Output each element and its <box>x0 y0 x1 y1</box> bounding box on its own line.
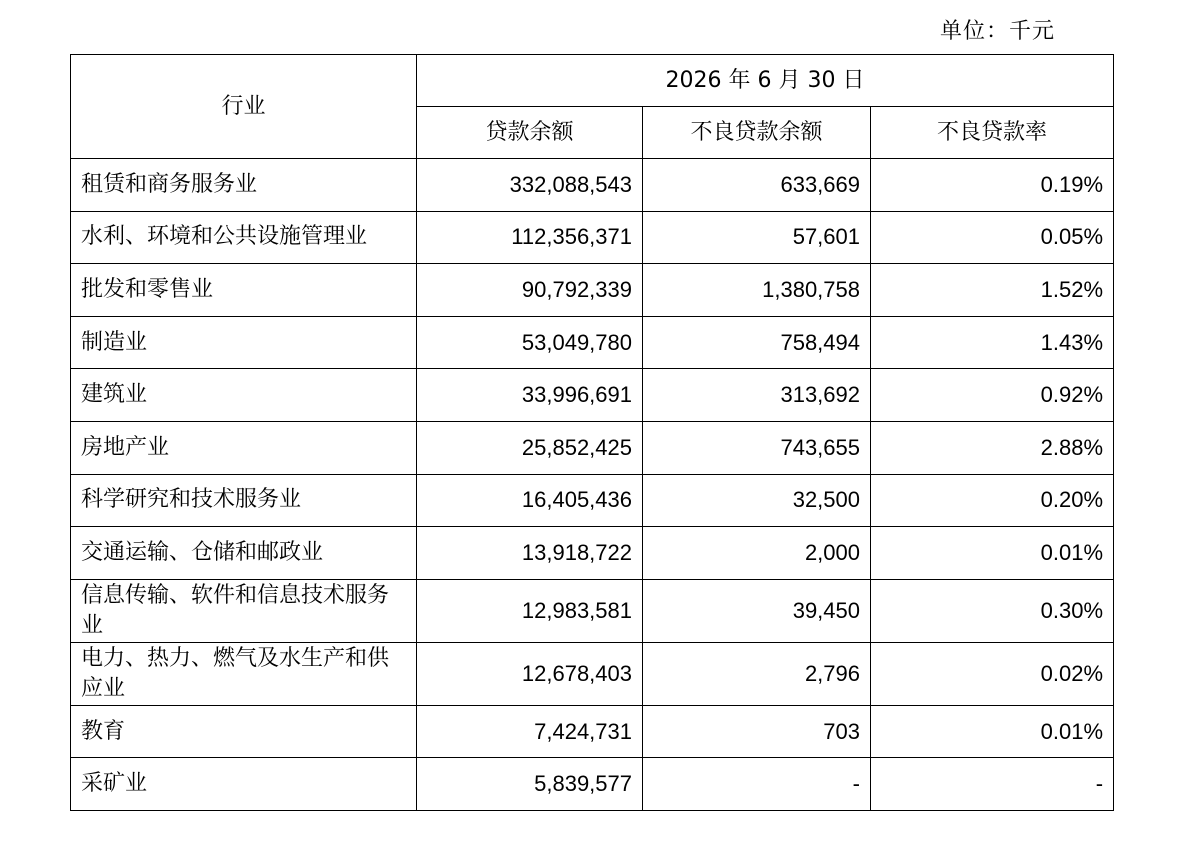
loan-cell: 53,049,780 <box>417 316 643 369</box>
table-row <box>71 369 1114 422</box>
industry-cell: 建筑业 <box>71 369 417 422</box>
ratio-cell: 0.30% <box>871 579 1114 642</box>
ratio-cell: 0.92% <box>871 369 1114 422</box>
ratio-cell: 0.01% <box>871 527 1114 580</box>
table-row <box>71 211 1114 264</box>
industry-cell: 信息传输、软件和信息技术服务业 <box>71 579 417 642</box>
industry-cell: 房地产业 <box>71 421 417 474</box>
table-row <box>71 421 1114 474</box>
ratio-cell: - <box>871 758 1114 811</box>
table-row <box>71 264 1114 317</box>
table-row <box>71 316 1114 369</box>
npl-cell: 633,669 <box>643 159 871 212</box>
loan-cell: 25,852,425 <box>417 421 643 474</box>
npl-cell: 2,000 <box>643 527 871 580</box>
ratio-cell: 1.52% <box>871 264 1114 317</box>
unit-label: 单位：千元 <box>940 19 1056 44</box>
industry-cell: 采矿业 <box>71 758 417 811</box>
npl-cell: 313,692 <box>643 369 871 422</box>
ratio-cell: 0.20% <box>871 474 1114 527</box>
industry-cell: 电力、热力、燃气及水生产和供应业 <box>71 642 417 705</box>
npl-cell: 743,655 <box>643 421 871 474</box>
npl-cell: 703 <box>643 705 871 758</box>
table-row <box>71 758 1114 811</box>
loan-cell: 112,356,371 <box>417 211 643 264</box>
ratio-cell: 0.05% <box>871 211 1114 264</box>
table-row <box>71 705 1114 758</box>
industry-cell: 交通运输、仓储和邮政业 <box>71 527 417 580</box>
loan-cell: 12,678,403 <box>417 642 643 705</box>
ratio-cell: 1.43% <box>871 316 1114 369</box>
ratio-cell: 0.01% <box>871 705 1114 758</box>
loan-industry-table <box>70 54 1114 811</box>
industry-cell: 水利、环境和公共设施管理业 <box>71 211 417 264</box>
header-row-1 <box>71 55 1114 107</box>
loan-cell: 13,918,722 <box>417 527 643 580</box>
loan-cell: 5,839,577 <box>417 758 643 811</box>
npl-cell: 758,494 <box>643 316 871 369</box>
industry-cell: 教育 <box>71 705 417 758</box>
npl-cell: 2,796 <box>643 642 871 705</box>
npl-cell: - <box>643 758 871 811</box>
industry-cell: 科学研究和技术服务业 <box>71 474 417 527</box>
header-npl-ratio: 不良贷款率 <box>871 107 1114 159</box>
industry-cell: 制造业 <box>71 316 417 369</box>
npl-cell: 32,500 <box>643 474 871 527</box>
table-row <box>71 579 1114 642</box>
loan-cell: 332,088,543 <box>417 159 643 212</box>
table-row <box>71 527 1114 580</box>
ratio-cell: 0.19% <box>871 159 1114 212</box>
industry-cell: 租赁和商务服务业 <box>71 159 417 212</box>
ratio-cell: 0.02% <box>871 642 1114 705</box>
table-row <box>71 159 1114 212</box>
table-row <box>71 474 1114 527</box>
table-row <box>71 642 1114 705</box>
header-date: 2026 年 6 月 30 日 <box>417 55 1114 107</box>
industry-cell: 批发和零售业 <box>71 264 417 317</box>
npl-cell: 57,601 <box>643 211 871 264</box>
header-npl-balance: 不良贷款余额 <box>643 107 871 159</box>
loan-cell: 7,424,731 <box>417 705 643 758</box>
loan-cell: 33,996,691 <box>417 369 643 422</box>
header-loan-balance: 贷款余额 <box>417 107 643 159</box>
loan-cell: 90,792,339 <box>417 264 643 317</box>
ratio-cell: 2.88% <box>871 421 1114 474</box>
loan-cell: 12,983,581 <box>417 579 643 642</box>
header-industry: 行业 <box>71 55 417 159</box>
loan-cell: 16,405,436 <box>417 474 643 527</box>
npl-cell: 39,450 <box>643 579 871 642</box>
npl-cell: 1,380,758 <box>643 264 871 317</box>
